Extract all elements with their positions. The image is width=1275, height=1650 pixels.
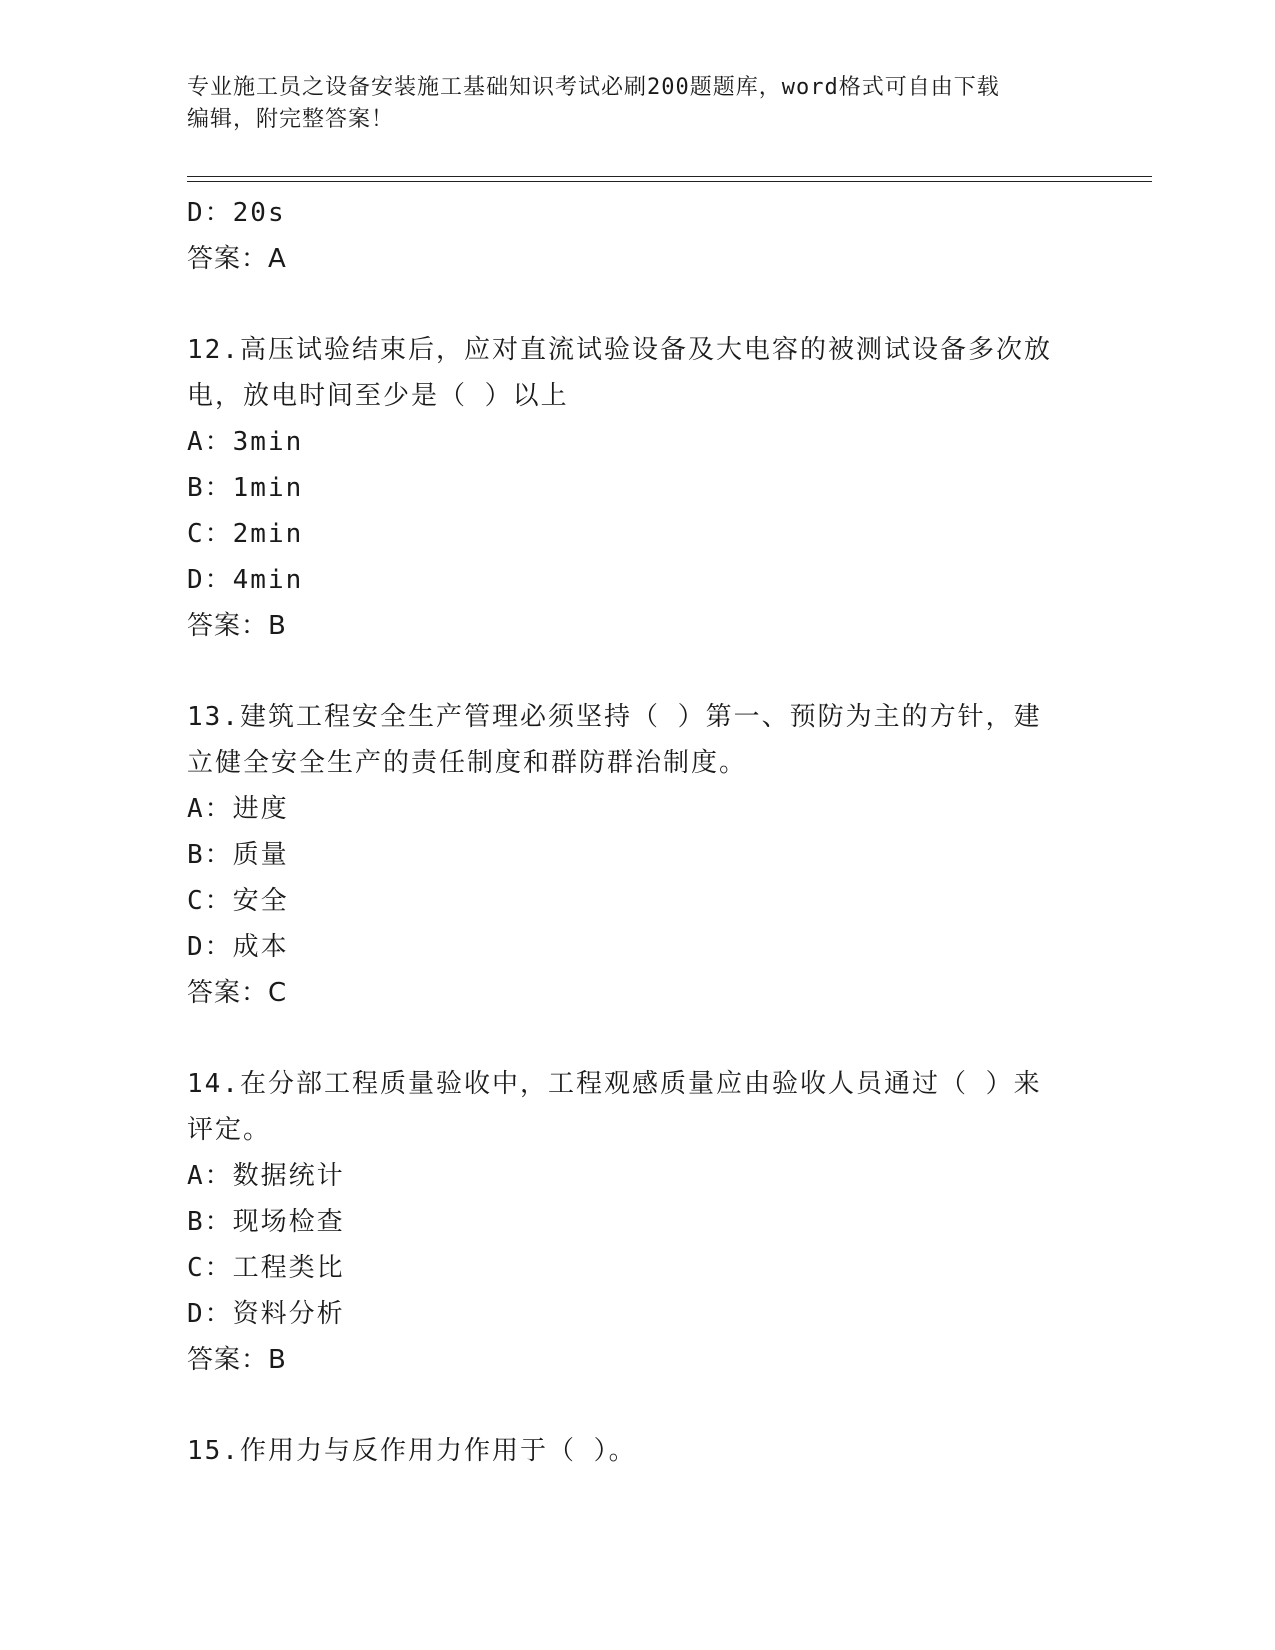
question-text: 13.建筑工程安全生产管理必须坚持（ ）第一、预防为主的方针，建 bbox=[187, 702, 1042, 732]
answer: 答案：B bbox=[187, 611, 287, 641]
header-divider-bottom bbox=[187, 181, 1152, 182]
option-c: C：工程类比 bbox=[187, 1253, 345, 1283]
option-b: B：质量 bbox=[187, 840, 289, 870]
option-c: C：安全 bbox=[187, 886, 289, 916]
option-a: A：进度 bbox=[187, 794, 289, 824]
header-title-line-2: 编辑，附完整答案！ bbox=[187, 107, 395, 132]
header-divider-top bbox=[187, 176, 1152, 177]
option-b: B：现场检查 bbox=[187, 1207, 345, 1237]
question-list bbox=[187, 190, 1067, 1474]
option-a: A：3min bbox=[187, 427, 304, 457]
option-a: A：数据统计 bbox=[187, 1161, 345, 1191]
question-item bbox=[187, 327, 1067, 649]
question-item bbox=[187, 1061, 1067, 1383]
option-c: C：2min bbox=[187, 519, 304, 549]
question-text-cont: 评定。 bbox=[187, 1115, 272, 1145]
header-title-line-1: 专业施工员之设备安装施工基础知识考试必刷200题题库，word格式可自由下载 bbox=[187, 75, 1000, 100]
question-text-cont: 电，放电时间至少是（ ）以上 bbox=[187, 381, 569, 411]
question-text: 14.在分部工程质量验收中，工程观感质量应由验收人员通过（ ）来 bbox=[187, 1069, 1042, 1099]
question-text-cont: 立健全安全生产的责任制度和群防群治制度。 bbox=[187, 748, 748, 778]
option-d: D：20s bbox=[187, 198, 286, 228]
answer: 答案：A bbox=[187, 244, 287, 274]
answer: 答案：C bbox=[187, 978, 288, 1008]
question-text: 12.高压试验结束后，应对直流试验设备及大电容的被测试设备多次放 bbox=[187, 335, 1052, 365]
spacer bbox=[187, 282, 1067, 327]
spacer bbox=[187, 649, 1067, 694]
answer: 答案：B bbox=[187, 1345, 287, 1375]
question-text: 15.作用力与反作用力作用于（ ）。 bbox=[187, 1436, 637, 1466]
spacer bbox=[187, 1016, 1067, 1061]
option-b: B：1min bbox=[187, 473, 304, 503]
document-header bbox=[187, 72, 1067, 136]
option-d: D：资料分析 bbox=[187, 1299, 345, 1329]
option-d: D：4min bbox=[187, 565, 304, 595]
spacer bbox=[187, 1383, 1067, 1428]
question-item bbox=[187, 694, 1067, 1016]
question-item bbox=[187, 1428, 1067, 1474]
option-d: D：成本 bbox=[187, 932, 289, 962]
